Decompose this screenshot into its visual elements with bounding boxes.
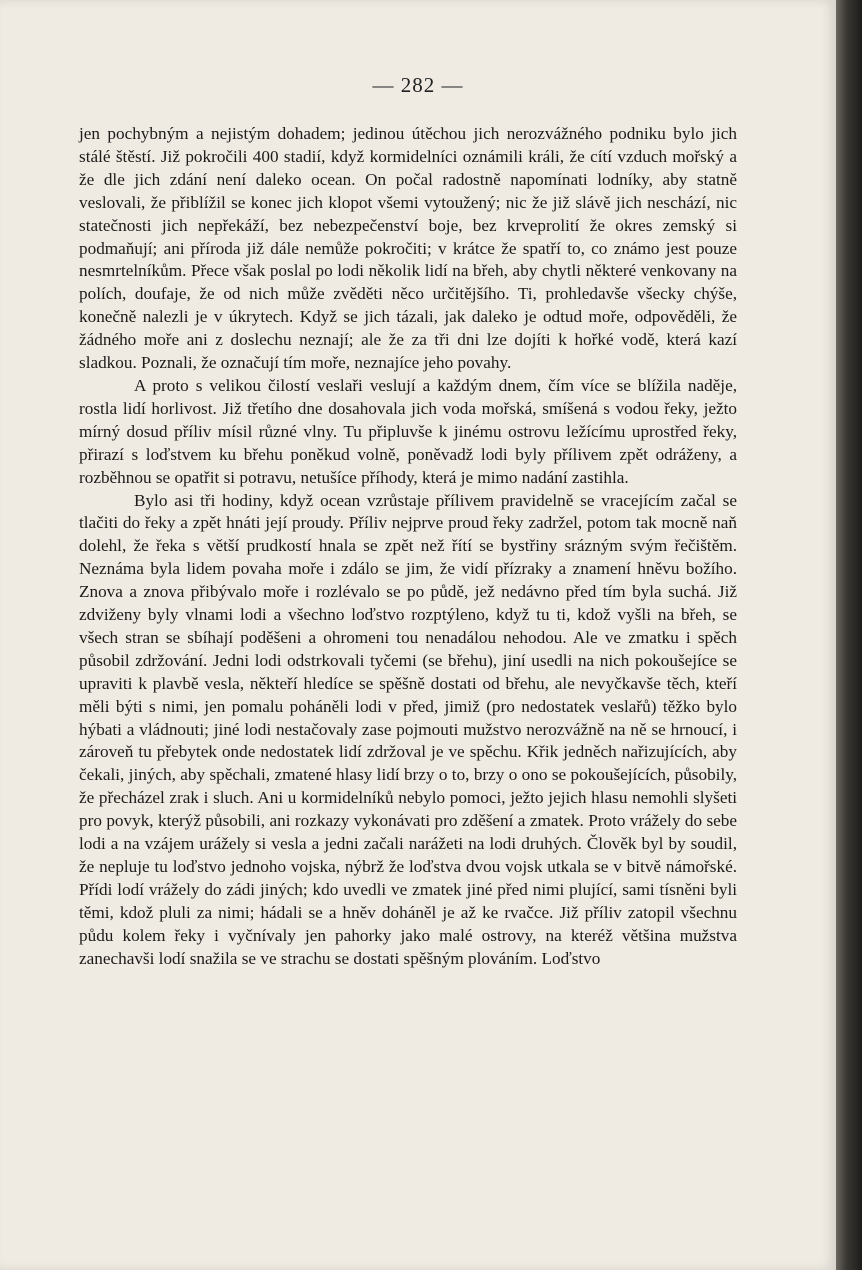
paragraph-1: jen pochybným a nejistým dohadem; jedinou útěchou jich nerozvážného podniku bylo jich stálé štěstí. Již pokročili 400 stadií, když kormidelníci oznámili králi, že cítí vzduch mořský a že dle jich zdání není daleko ocean. On počal radostně napomínati lodníky, aby statně veslovali, že přiblížil se konec jich klopot všemi vytoužený; nic že již slávě jich neschází, nic statečnosti jich nepřekáží, bez nebezpečenství boje, bez krveprolití že okres zemský si podmaňují; ani příroda již dále nemůže pokročiti; v krátce že spatří to, co známo jest pouze nesmrtelníkům. Přece však poslal po lodi několik lidí na břeh, aby chytli některé venkovany na polích, doufaje, že od nich může zvěděti něco určitějšího. Ti, prohledavše všecky chýše, konečně nalezli je v úkrytech. Když se jich tázali, jak daleko je odtud moře, odpověděli, že žádného moře ani z doslechu neznají; ale že za tři dni lze dojíti k hořké vodě, která kazí sladkou. Poznali, že označují tím moře, neznajíce jeho povahy. bbox=[79, 124, 737, 373]
book-gutter bbox=[836, 0, 862, 1270]
body-text bbox=[79, 123, 737, 971]
paragraph-3: Bylo asi tři hodiny, když ocean vzrůstaje přílivem pravidelně se vracejícím začal se tlačiti do řeky a zpět hnáti její proudy. Příliv nejprve proud řeky zadržel, potom tak mocně naň dolehl, že řeka s větší prudkostí hnala se zpět než řítí se bystřiny srázným svým řečištěm. Neznáma byla lidem povaha moře i zdálo se jim, že vidí přízraky a znamení hněvu božího. Znova a znova přibývalo moře i rozlévalo se po půdě, jež nedávno před tím byla suchá. Již zdviženy byly vlnami lodi a všechno loďstvo rozptýleno, když tu ti, kdož vyšli na břeh, se všech stran se sbíhají poděšeni a ohromeni tou nenadálou nehodou. Ale ve zmatku i spěch působil zdržování. Jedni lodi odstrkovali tyčemi (se břehu), jiní usedli na nich pokoušejíce se upraviti k plavbě vesla, někteří hledíce se spěšně dostati od břehu, ale nevyčkavše těch, kteří měli býti s nimi, jen pomalu poháněli lodi v před, jimiž (pro nedostatek veslařů) těžko bylo hýbati a vládnouti; jiné lodi nestačovaly zase pojmouti mužstvo nerozvážně na ně se hrnoucí, i zároveň tu přebytek onde nedostatek lidí zdržoval je ve spěchu. Křik jedněch nařizujících, aby čekali, jiných, aby spěchali, zmatené hlasy lidí brzy o to, brzy o ono se pokoušejících, působily, že přecházel zrak i sluch. Ani u kormidelníků nebylo pomoci, ježto jejich hlasu nemohli slyšeti pro povyk, kterýž působili, ani rozkazy vykonávati pro zděšení a zmatek. Proto vrážely do sebe lodi a na vzájem urážely si vesla a jedni začali narážeti na lodi druhých. Člověk byl by soudil, že nepluje tu loďstvo jednoho vojska, nýbrž že loďstva dvou vojsk utkala se v bitvě námořské. Přídi lodí vrážely do zádi jiných; kdo uvedli ve zmatek jiné před nimi plující, sami tísněni byli těmi, kdož pluli za nimi; hádali se a hněv doháněl je až ke rvačce. Již příliv zatopil všechnu půdu kolem řeky i vyčnívaly jen pahorky jako malé ostrovy, na kteréž většina mužstva zanechavši lodí snažila se ve strachu se dostati spěšným plováním. Loďstvo bbox=[79, 490, 737, 968]
page-number: — 282 — bbox=[372, 73, 464, 97]
paragraph-2: A proto s velikou čilostí veslaři veslují a každým dnem, čím více se blížila naděje, rostla lidí horlivost. Již třetího dne dosahovala jich voda mořská, smíšená s vodou řeky, ježto mírný dosud příliv mísil různé vlny. Tu připluvše k jinému ostrovu ležícímu uprostřed řeky, přirazí s loďstvem ku břehu poněkud volně, poněvadž lodi byly přílivem zpět odráženy, a rozběhnou se opatřit si potravu, netušíce příhody, která je mimo nadání zastihla. bbox=[79, 375, 737, 487]
